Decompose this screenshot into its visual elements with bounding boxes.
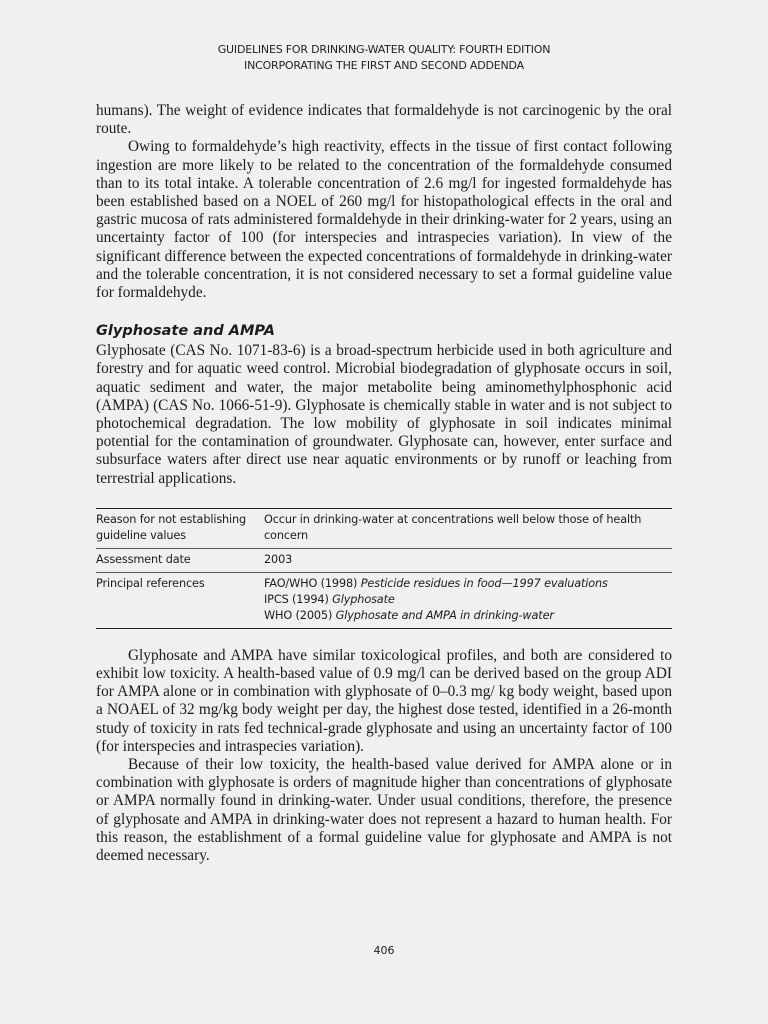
reference-item — [264, 592, 672, 608]
guideline-summary-table — [96, 508, 672, 629]
reference-title: Pesticide residues in food—1997 evaluations — [360, 576, 608, 590]
table-label-reason: Reason for not establishing guideline values — [96, 512, 247, 542]
paragraph-formaldehyde-conclusion: humans). The weight of evidence indicates that formaldehyde is not carcinogenic by the oral route. — [96, 102, 672, 138]
reference-title: Glyphosate — [332, 592, 395, 606]
paragraph-toxicology: Glyphosate and AMPA have similar toxicological profiles, and both are considered to exhibit low toxicity. A health-based value of 0.9 mg/l can be derived based on the group ADI for AMPA alone or in combination with glyphosate of 0–0.3 mg/ kg body weight, based upon a NOAEL of 32 mg/kg body weight per day, the highest dose tested, identified in a 26-month study of toxicity in rats fed technical-grade glyphosate and using an uncertainty factor of 100 (for interspecies and intraspecies variation). — [96, 646, 672, 755]
table-label-date: Assessment date — [96, 548, 264, 572]
table-value-date: 2003 — [264, 548, 672, 572]
running-head — [0, 42, 768, 74]
table-row — [96, 572, 672, 628]
reference-item — [264, 576, 672, 592]
page-number: 406 — [373, 944, 395, 957]
table-value-reason: Occur in drinking-water at concentrations well below those of health concern — [264, 512, 642, 542]
paragraph-glyphosate-intro: Glyphosate (CAS No. 1071-83-6) is a broad-spectrum herbicide used in both agriculture and forestry and for aquatic weed control. Microbial biodegradation of glyphosate occurs in soil, aquatic sediment and water, the major metabolite being aminomethylphosphonic acid (AMPA) (CAS No. 1066-51-9). Glyphosate is chemically stable in water and is not subject to photochemical degradation. The low mobility of glyphosate in soil indicates minimal potential for the contamination of groundwater. Glyphosate can, however, enter surface and subsurface waters after direct use near aquatic environments or by runoff or leaching from terrestrial applications. — [96, 342, 672, 487]
running-head-line-2: INCORPORATING THE FIRST AND SECOND ADDENDA — [244, 59, 524, 72]
reference-source: IPCS (1994) — [264, 592, 333, 606]
reference-title: Glyphosate and AMPA in drinking-water — [335, 608, 554, 622]
table-row — [96, 548, 672, 572]
reference-item — [264, 608, 672, 624]
reference-source: FAO/WHO (1998) — [264, 576, 361, 590]
running-head-line-1: GUIDELINES FOR DRINKING-WATER QUALITY: FOURTH EDITION — [217, 43, 551, 56]
paragraph-formaldehyde-reactivity: Owing to formaldehyde’s high reactivity, effects in the tissue of first contact following ingestion are more likely to be related to the concentration of the formaldehyde consumed than to its total intake. A tolerable concentration of 2.6 mg/l for ingested formaldehyde has been established based on a NOEL of 260 mg/l for histopathological effects in the oral and gastric mucosa of rats administered formaldehyde in their drinking-water for 2 years, using an uncertainty factor of 100 (for interspecies and intraspecies variation). In view of the significant difference between the expected concentrations of formaldehyde in drinking-water and the tolerable concentration, it is not considered necessary to set a formal guideline value for formaldehyde. — [96, 138, 673, 302]
section-heading: Glyphosate and AMPA — [96, 323, 275, 340]
page-body — [96, 102, 672, 865]
table-label-references: Principal references — [96, 572, 264, 628]
table-row — [96, 508, 672, 548]
reference-source: WHO (2005) — [264, 608, 336, 622]
table-value-references — [264, 572, 672, 628]
paragraph-conclusion: Because of their low toxicity, the health-based value derived for AMPA alone or in combination with glyphosate is orders of magnitude higher than concentrations of glyphosate or AMPA normally found in drinking-water. Under usual conditions, therefore, the presence of glyphosate and AMPA in drinking-water does not represent a hazard to human health. For this reason, the establishment of a formal guideline value for glyphosate and AMPA is not deemed necessary. — [96, 756, 672, 865]
